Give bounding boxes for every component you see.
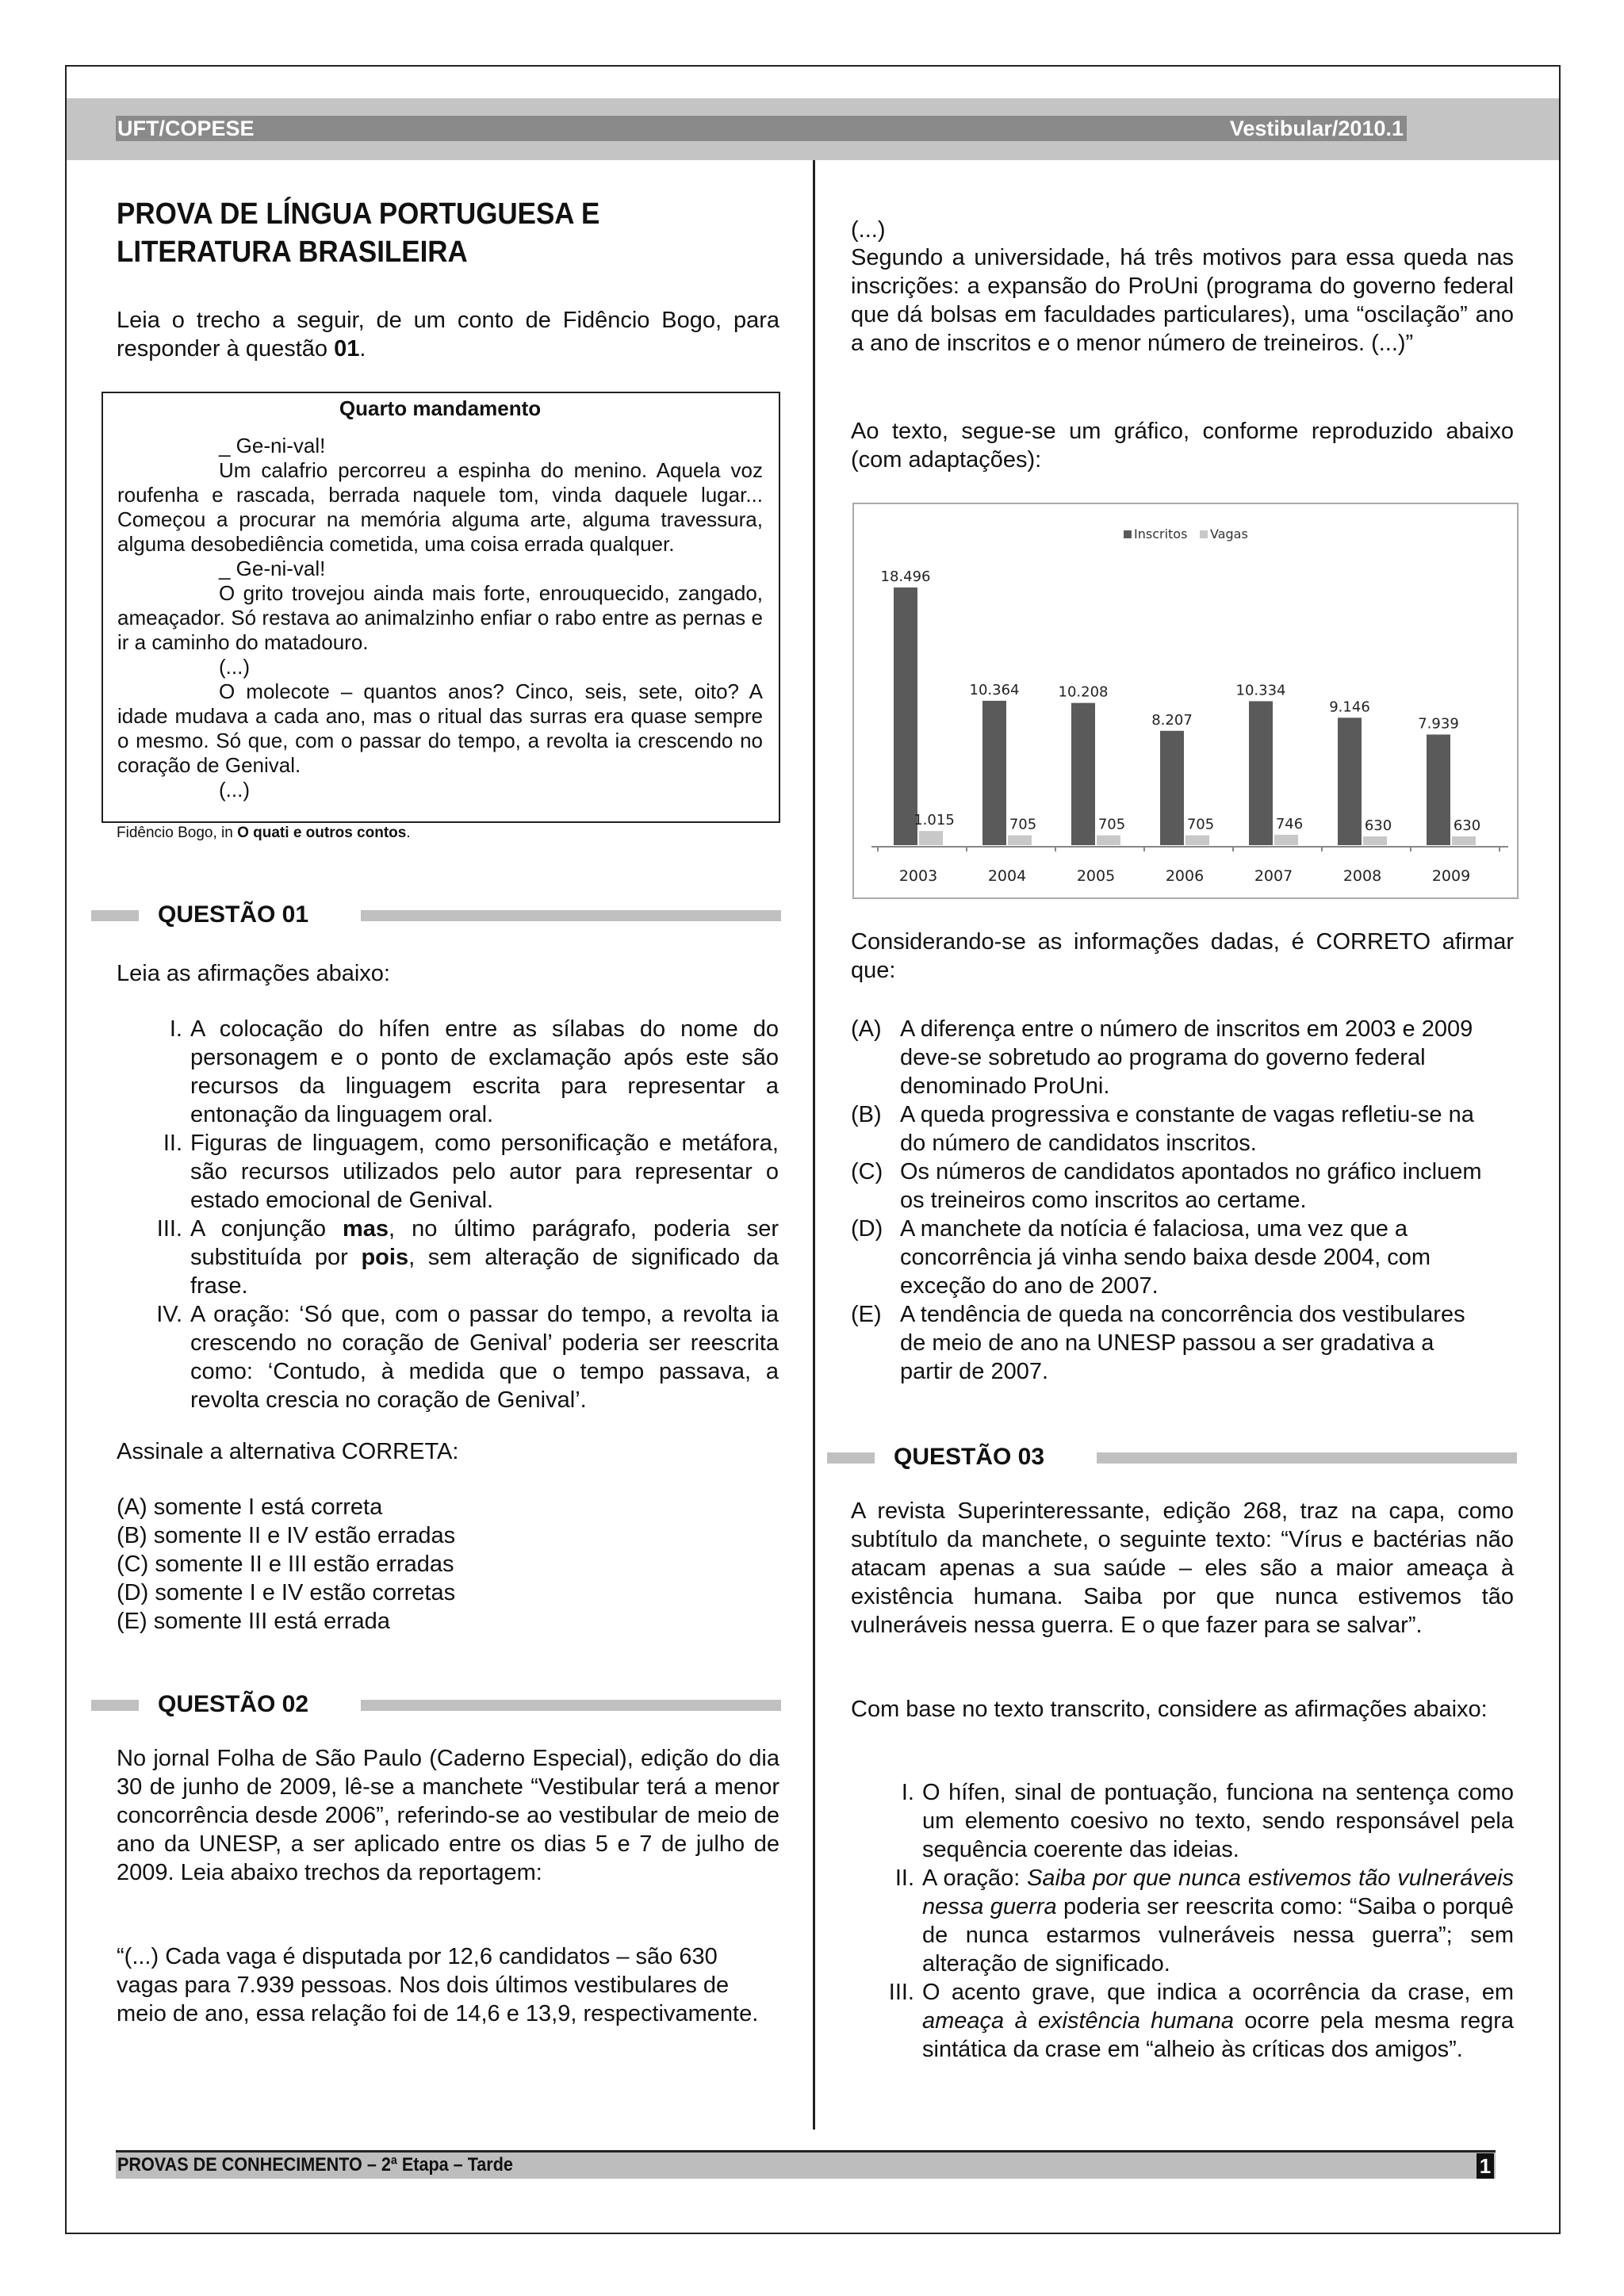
q2-option: (C) Os números de candidatos apontados no gráfico incluem os treineiros como inscritos ao certame. bbox=[851, 1159, 1482, 1213]
header-exam: Vestibular/2010.1 bbox=[1229, 117, 1404, 140]
chart-bar-inscritos bbox=[894, 587, 917, 845]
q2-paragraph-1: No jornal Folha de São Paulo (Caderno Especial), edição do dia 30 de junho de 2009, lê-se a manchete “Vestibular terá a menor concorrência desde 2006”, referindo-se ao vestibular de meio de ano da UNESP, a ser aplicado entre os dias 5 e 7 de julho de 2009. Leia abaixo trechos da reportagem: bbox=[117, 1746, 779, 1885]
chart-data-label: 630 bbox=[1364, 817, 1392, 834]
chart-data-label: 10.334 bbox=[1235, 682, 1286, 699]
q1-option: (B) somente II e IV estão erradas bbox=[117, 1523, 456, 1548]
q3-paragraph-2: Com base no texto transcrito, considere as afirmações abaixo: bbox=[851, 1697, 1488, 1722]
question-01-heading bbox=[91, 899, 781, 931]
chart-svg bbox=[854, 504, 1517, 897]
q2-ellipsis: (...) bbox=[851, 217, 886, 243]
chart-data-label: 8.207 bbox=[1151, 711, 1193, 729]
q2-option: (E) A tendência de queda na concorrência dos vestibulares de meio de ano na UNESP passou a ser gradativa a partir de 2007. bbox=[851, 1302, 1465, 1384]
q1-option: (C) somente II e III estão erradas bbox=[117, 1552, 454, 1577]
chart-tick-label: 2009 bbox=[1431, 867, 1471, 885]
q2-paragraph-5: Considerando-se as informações dadas, é CORRETO afirmar que: bbox=[851, 929, 1514, 983]
header bbox=[116, 116, 1407, 141]
q2-option: (A) A diferença entre o número de inscritos em 2003 e 2009 deve-se sobretudo ao programa do governo federal denominado ProUni. bbox=[851, 1016, 1473, 1099]
q1-intro: Leia as afirmações abaixo: bbox=[117, 961, 390, 986]
chart-data-label: 705 bbox=[1186, 816, 1215, 833]
chart-bar-vagas bbox=[1274, 835, 1298, 845]
page-title: PROVA DE LÍNGUA PORTUGUESA E LITERATURA BRASILEIRA bbox=[117, 197, 600, 269]
chart-data-label: 630 bbox=[1453, 817, 1481, 834]
chart-data-label: 10.364 bbox=[969, 681, 1020, 698]
story-line: (...) bbox=[219, 655, 250, 679]
chart-bar-inscritos bbox=[1427, 735, 1450, 845]
story-line: Um calafrio percorreu a espinha do menino. Aquela voz roufenha e rascada, berrada naquele tom, vinda daquele lugar... Começou a procurar na memória alguma arte, alguma travessura, alguma desobediência cometida, uma coisa errada qualquer. bbox=[117, 458, 763, 556]
story-line: (...) bbox=[219, 778, 250, 802]
chart-data-label: 18.496 bbox=[880, 568, 931, 585]
chart-data-label: 705 bbox=[1097, 816, 1126, 833]
chart-bar-vagas bbox=[1363, 836, 1387, 845]
q1-statement: IV. A oração: ‘Só que, com o passar do tempo, a revolta ia crescendo no coração de Genival’ poderia ser reescrita como: ‘Contudo, à medida que o tempo passava, a revolta crescia no coração de Genival’. bbox=[156, 1302, 779, 1413]
story-line: _ Ge-ni-val! bbox=[219, 557, 326, 580]
story-box bbox=[102, 392, 780, 823]
legend-label: Inscritos bbox=[1134, 526, 1188, 541]
q1-option: (A) somente I está correta bbox=[117, 1494, 383, 1520]
q2-paragraph-3: Segundo a universidade, há três motivos para essa queda nas inscrições: a expansão do ProUni (programa do governo federal que dá bolsas em faculdades particulares), uma “oscilação” ano a ano de inscritos e o menor número de treineiros. (...)” bbox=[851, 245, 1514, 356]
chart-tick-label: 2007 bbox=[1254, 867, 1293, 885]
intro-text: Leia o trecho a seguir, de um conto de Fidêncio Bogo, para responder à questão 01. bbox=[117, 308, 779, 362]
chart-data-label: 746 bbox=[1275, 815, 1304, 832]
chart-bar-vagas bbox=[919, 831, 943, 845]
chart-bar-inscritos bbox=[982, 701, 1006, 845]
q2-paragraph-2: “(...) Cada vaga é disputada por 12,6 candidatos – são 630 vagas para 7.939 pessoas. Nos dois últimos vestibulares de meio de ano, essa relação foi de 14,6 e 13,9, respectivamente. bbox=[117, 1944, 759, 2026]
story-title: Quarto mandamento bbox=[339, 396, 542, 420]
chart-bar-vagas bbox=[1008, 836, 1032, 845]
q1-option: (D) somente I e IV estão corretas bbox=[117, 1580, 456, 1605]
chart-bar-inscritos bbox=[1338, 718, 1362, 845]
legend-swatch bbox=[1200, 530, 1208, 538]
chart-bar-inscritos bbox=[1249, 701, 1273, 845]
legend-label: Vagas bbox=[1210, 526, 1248, 541]
q1-statement: I. A colocação do hífen entre as sílabas do nome do personagem e o ponto de exclamação após este são recursos da linguagem escrita para representar a entonação da linguagem oral. bbox=[169, 1016, 779, 1127]
chart-bar-inscritos bbox=[1160, 731, 1184, 845]
page-number: 1 bbox=[1477, 2153, 1494, 2179]
q2-option: (B) A queda progressiva e constante de vagas refletiu-se na do número de candidatos inscritos. bbox=[851, 1102, 1474, 1156]
chart-data-label: 9.146 bbox=[1329, 698, 1370, 716]
chart-tick-label: 2006 bbox=[1165, 867, 1205, 885]
q3-paragraph-1: A revista Superinteressante, edição 268, traz na capa, como subtítulo da manchete, o seguinte texto: “Vírus e bactérias não atacam apenas a sua saúde – eles são a maior ameaça à existência humana. Saiba por que nunca estivemos tão vulneráveis nessa guerra. E o que fazer para se salvar”. bbox=[851, 1498, 1514, 1638]
header-institution: UFT/COPESE bbox=[117, 117, 255, 140]
column-divider bbox=[813, 160, 815, 2130]
chart-bar-inscritos bbox=[1071, 703, 1095, 845]
question-01-label: QUESTÃO 01 bbox=[158, 901, 309, 928]
question-03-heading bbox=[827, 1441, 1517, 1473]
chart-tick-label: 2004 bbox=[987, 867, 1027, 885]
q1-option: (E) somente III está errada bbox=[117, 1609, 390, 1634]
footer-text: PROVAS DE CONHECIMENTO – 2ª Etapa – Tarde bbox=[117, 2154, 513, 2175]
q3-statement: III. O acento grave, que indica a ocorrência da crase, em ameaça à existência humana ocorre pela mesma regra sintática da crase em “alheio às críticas dos amigos”. bbox=[888, 1980, 1515, 2062]
q1-statement: III. A conjunção mas, no último parágrafo, poderia ser substituída por pois, sem alteração de significado da frase. bbox=[156, 1216, 779, 1299]
chart-bar-vagas bbox=[1097, 836, 1120, 845]
story-line: _ Ge-ni-val! bbox=[219, 434, 326, 457]
question-03-label: QUESTÃO 03 bbox=[894, 1444, 1045, 1470]
chart-data-label: 705 bbox=[1009, 816, 1037, 833]
story-line: O molecote – quantos anos? Cinco, seis, sete, oito? A idade mudava a cada ano, mas o ritual das surras era quase sempre o mesmo. Só que, com o passar do tempo, a revolta ia crescendo no coração de Genival. bbox=[117, 679, 763, 777]
chart-tick-label: 2003 bbox=[898, 867, 938, 885]
story-credit: Fidêncio Bogo, in O quati e outros contos. bbox=[117, 825, 411, 841]
chart-tick-label: 2005 bbox=[1076, 867, 1116, 885]
question-02-label: QUESTÃO 02 bbox=[158, 1691, 309, 1717]
q1-statement: II. Figuras de linguagem, como personificação e metáfora, são recursos utilizados pelo autor para representar o estado emocional de Genival. bbox=[163, 1131, 779, 1213]
q3-statements bbox=[851, 1778, 1514, 2064]
chart-data-label: 1.015 bbox=[914, 812, 955, 829]
chart-bar-vagas bbox=[1452, 836, 1476, 845]
story-line: O grito trovejou ainda mais forte, enrouquecido, zangado, ameaçador. Só restava ao animalzinho enfiar o rabo entre as pernas e ir a caminho do matadouro. bbox=[117, 581, 763, 654]
q2-option: (D) A manchete da notícia é falaciosa, uma vez que a concorrência já vinha sendo baixa desde 2004, com exceção do ano de 2007. bbox=[851, 1216, 1431, 1299]
q1-options bbox=[117, 1493, 779, 1636]
chart bbox=[852, 503, 1519, 899]
q2-paragraph-4: Ao texto, segue-se um gráfico, conforme reproduzido abaixo (com adaptações): bbox=[851, 419, 1514, 473]
q3-statement: II. A oração: Saiba por que nunca estivemos tão vulneráveis nessa guerra poderia ser reescrita como: “Saiba o porquê de nunca estarmos vulneráveis nessa guerra”; sem alteração de significado. bbox=[894, 1866, 1514, 1976]
chart-data-label: 7.939 bbox=[1418, 715, 1459, 733]
chart-tick-label: 2008 bbox=[1342, 867, 1382, 885]
chart-bar-vagas bbox=[1185, 836, 1209, 845]
q3-statement: I. O hífen, sinal de pontuação, funciona na sentença como um elemento coesivo no texto, sendo responsável pela sequência coerente das ideias. bbox=[901, 1780, 1514, 1862]
legend-swatch bbox=[1124, 530, 1132, 538]
question-02-heading bbox=[91, 1689, 781, 1720]
q2-options bbox=[851, 1015, 1485, 1386]
q1-prompt: Assinale a alternativa CORRETA: bbox=[117, 1439, 459, 1464]
chart-data-label: 10.208 bbox=[1058, 683, 1109, 701]
chart-legend bbox=[1124, 526, 1248, 541]
q1-statements bbox=[119, 1015, 779, 1414]
